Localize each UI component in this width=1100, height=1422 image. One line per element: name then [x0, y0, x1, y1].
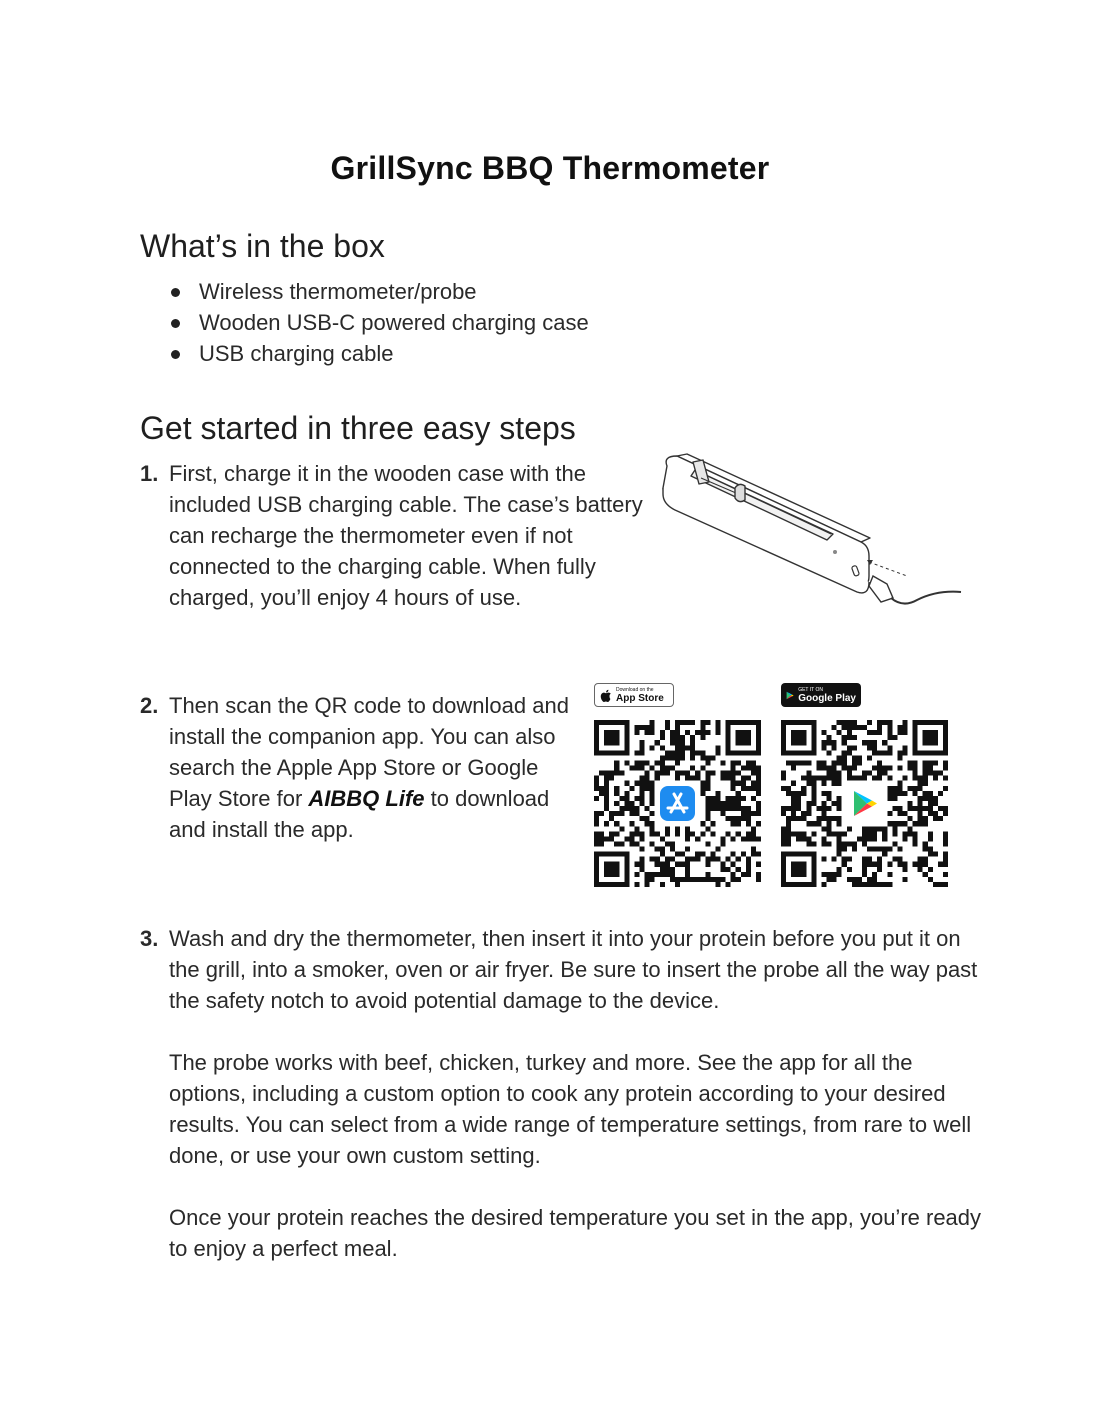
google-play-badge[interactable]: GET IT ON Google Play — [781, 683, 861, 707]
step-2 — [140, 690, 570, 850]
bullet-icon — [171, 350, 180, 359]
list-item — [165, 307, 589, 338]
step-text: Then scan the QR code to download and install the companion app. You can also search the Apple App Store or Google Play Store for AIBBQ Life to download and install the app. — [169, 693, 569, 842]
led-indicator-icon — [833, 550, 837, 554]
google-play-icon — [847, 786, 882, 821]
apple-icon — [600, 689, 612, 702]
bullet-icon — [171, 319, 180, 328]
thermometer-charging-case-icon — [655, 448, 965, 618]
in-box-heading: What’s in the box — [140, 228, 385, 264]
step-paragraph: Once your protein reaches the desired temperature you set in the app, you’re ready to enjoy a perfect meal. — [169, 1205, 982, 1261]
step-number: 3. — [140, 926, 159, 951]
step-3 — [140, 923, 980, 1263]
app-store-badge[interactable]: Download on the App Store — [594, 683, 674, 707]
step-number: 2. — [140, 693, 159, 718]
step-1 — [140, 458, 650, 618]
bullet-icon — [171, 288, 180, 297]
list-item-text: Wireless thermometer/probe — [199, 279, 477, 304]
app-store-icon — [660, 786, 695, 821]
google-play-icon — [786, 688, 794, 703]
step-number: 1. — [140, 461, 159, 486]
app-name: AIBBQ Life — [308, 786, 425, 811]
app-store-qr-code[interactable] — [594, 720, 761, 887]
page-title: GrillSync BBQ Thermometer — [330, 150, 770, 186]
steps-heading: Get started in three easy steps — [140, 410, 576, 446]
step-paragraph: Wash and dry the thermometer, then insert it into your protein before you put it on the grill, into a smoker, oven or air fryer. Be sure to insert the probe all the way past the safety notch to avoid potential damage to the device. — [169, 926, 978, 1013]
step-paragraph: The probe works with beef, chicken, turkey and more. See the app for all the options, including a custom option to cook any protein according to your desired results. You can select from a wide range of temperature settings, from rare to well done, or use your own custom setting. — [169, 1050, 972, 1168]
list-item — [165, 338, 589, 369]
step-text: First, charge it in the wooden case with the included USB charging cable. The case’s battery can recharge the thermometer even if not connected to the charging cable. When fully charged, you’ll enjoy 4 hours of use. — [169, 461, 643, 610]
list-item-text: Wooden USB-C powered charging case — [199, 310, 589, 335]
list-item — [165, 276, 589, 307]
list-item-text: USB charging cable — [199, 341, 394, 366]
google-play-qr-code[interactable] — [781, 720, 948, 887]
in-box-list — [165, 276, 589, 369]
